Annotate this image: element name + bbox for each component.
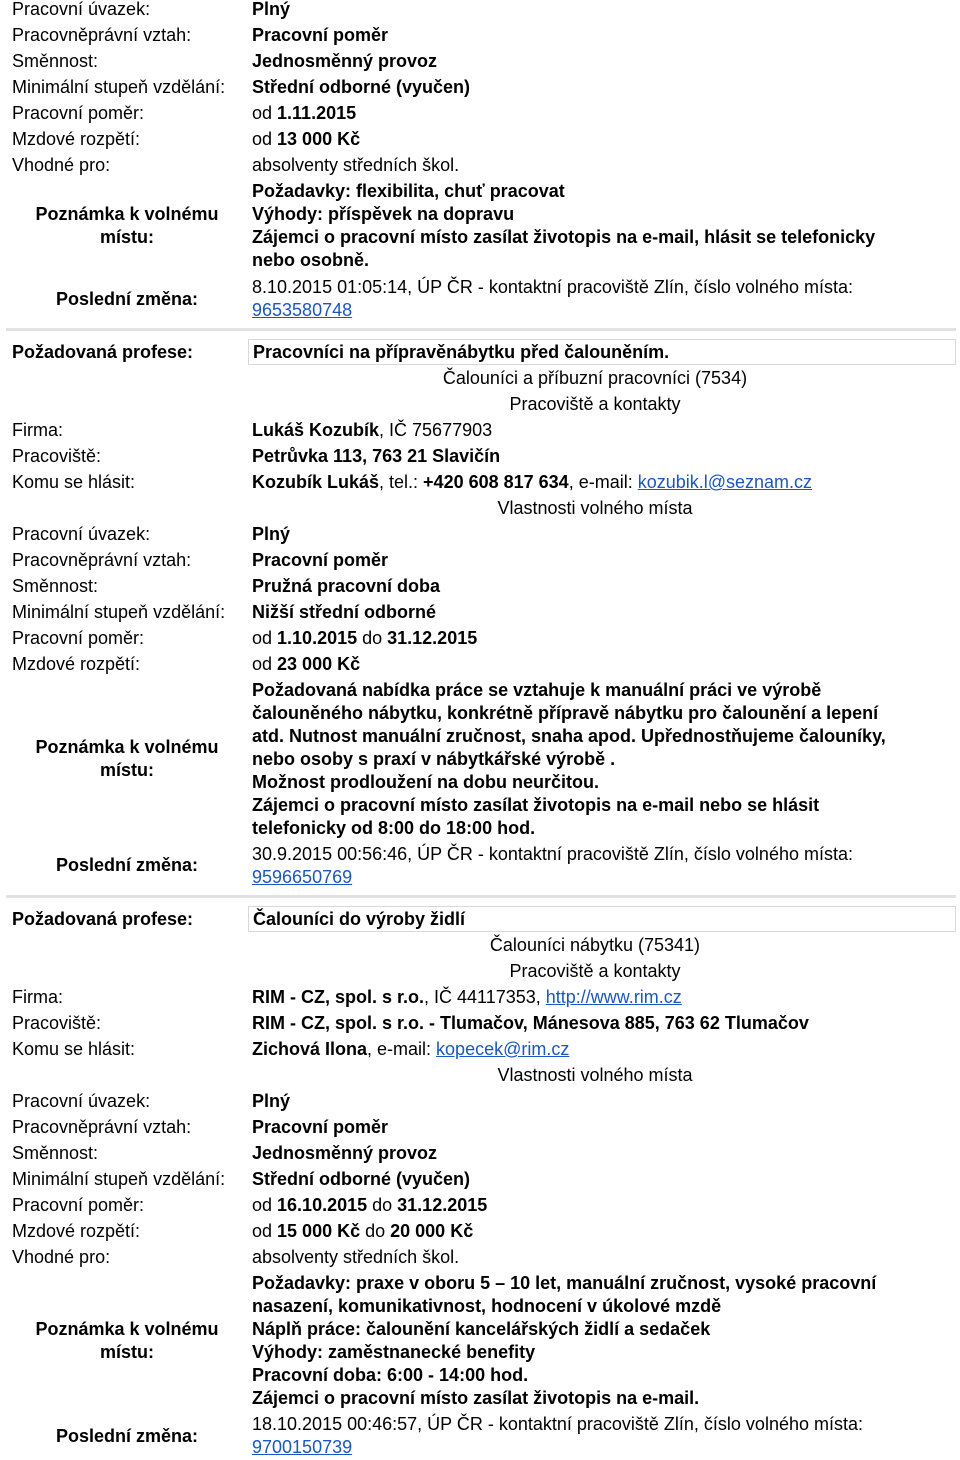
label-poznamka: Poznámka k volnému místu: [35, 204, 219, 247]
section-vlastnosti: Vlastnosti volného místa [497, 1065, 693, 1085]
label-firma: Firma: [12, 420, 63, 440]
row-uvazek [0, 0, 960, 22]
row-pomer [0, 100, 960, 126]
value-pomer: od 1.11.2015 [252, 103, 357, 123]
row-profese [0, 339, 960, 365]
row-uvazek: Pracovní úvazek: Plný [12, 1091, 291, 1111]
value-profese: Pracovníci na přípravěnábytku před čalouněním. [253, 342, 670, 362]
row-pomer: Pracovní poměr: od 16.10.2015 do 31.12.2015 [12, 1195, 488, 1215]
section-pracoviste-kontakty: Pracoviště a kontakty [509, 961, 681, 981]
label-zmena: Poslední změna: [55, 855, 199, 875]
company-url-link[interactable]: http://www.rim.cz [545, 987, 682, 1007]
label-poznamka: Poznámka k volnému místu: [35, 737, 219, 780]
value-komu: Kozubík Lukáš, tel.: +420 608 817 634, e-mail: kozubik.l@seznam.cz [252, 472, 813, 492]
section-vlastnosti: Vlastnosti volného místa [497, 498, 693, 518]
label-smennost: Směnnost: [12, 51, 99, 71]
row-vztah: Pracovněprávní vztah: Pracovní poměr [12, 1117, 389, 1137]
separator [6, 895, 956, 898]
row-vztah [0, 22, 960, 48]
vacancy-id-link[interactable]: 9700150739 [252, 1437, 353, 1457]
row-vhodne: Vhodné pro: absolventy středních škol. [12, 1247, 460, 1267]
email-link[interactable]: kopecek@rim.cz [436, 1039, 570, 1059]
label-vhodne: Vhodné pro: [12, 155, 111, 175]
label-komu: Komu se hlásit: [12, 472, 136, 492]
value-vhodne: absolventy středních škol. [252, 155, 460, 175]
row-komu: Komu se hlásit: Zichová Ilona, e-mail: kopecek@rim.cz [12, 1039, 570, 1059]
value-vzdelani: Střední odborné (vyučen) [252, 77, 471, 97]
value-mzda: od 13 000 Kč [252, 129, 361, 149]
label-vztah: Pracovněprávní vztah: [12, 25, 192, 45]
label-uvazek: Pracovní úvazek: [12, 0, 151, 19]
label-zmena: Poslední změna: [55, 289, 199, 309]
value-smennost: Jednosměnný provoz [252, 51, 438, 71]
posledni-zmena: 18.10.2015 00:46:57, ÚP ČR - kontaktní pracoviště Zlín, číslo volného místa: 9700150739 [252, 1414, 863, 1457]
value-uvazek: Plný [252, 0, 291, 19]
row-profese: Požadovaná profese: Čalouníci do výroby židlí [0, 906, 960, 932]
row-pracoviste [0, 443, 960, 469]
vacancy-id-link[interactable]: 9653580748 [252, 300, 353, 320]
row-vztah: Pracovněprávní vztah: Pracovní poměr [12, 550, 389, 570]
row-mzda: Mzdové rozpětí: od 23 000 Kč [12, 654, 361, 674]
kategorie: Čalouníci nábytku (75341) [489, 935, 701, 955]
value-pracoviste: Petrůvka 113, 763 21 Slavičín [252, 446, 501, 466]
row-firma: Firma: RIM - CZ, spol. s r.o., IČ 44117353, http://www.rim.cz [12, 987, 682, 1007]
value-profese: Čalouníci do výroby židlí [253, 909, 466, 929]
row-vhodne [0, 152, 960, 178]
value-firma: Lukáš Kozubík, IČ 75677903 [252, 420, 493, 440]
note-text: Požadavky: flexibilita, chuť pracovat Výhody: příspěvek na dopravu Zájemci o pracovní místo zasílat životopis na e-mail, hlásit se telefonicky nebo osobně. [252, 181, 876, 270]
section-pracoviste-kontakty: Pracoviště a kontakty [509, 394, 681, 414]
separator [6, 328, 956, 331]
row-mzda: Mzdové rozpětí: od 15 000 Kč do 20 000 Kč [12, 1221, 474, 1241]
label-profese: Požadovaná profese: [12, 342, 194, 362]
label-pracoviste: Pracoviště: [12, 446, 102, 466]
label-zmena: Poslední změna: [55, 1426, 199, 1446]
label-mzda: Mzdové rozpětí: [12, 129, 141, 149]
row-komu [0, 469, 960, 495]
label-pomer: Pracovní poměr: [12, 103, 145, 123]
row-smennost [0, 48, 960, 74]
row-vzdelani [0, 74, 960, 100]
row-pomer: Pracovní poměr: od 1.10.2015 do 31.12.2015 [12, 628, 478, 648]
row-smennost: Směnnost: Jednosměnný provoz [12, 1143, 438, 1163]
row-firma [0, 417, 960, 443]
label-vzdelani: Minimální stupeň vzdělání: [12, 77, 226, 97]
note-text: Požadovaná nabídka práce se vztahuje k manuální práci ve výrobě čalouněného nábytku, konkrétně přípravě nábytku pro čalounění a lepení atd. Nutnost manuální zručnost, snaha apod. Upřednostňujeme čalouníky, nebo osoby s praxí v nábytkářské výrobě . Možnost prodloužení na dobu neurčitou. Zájemci o pracovní místo zasílat životopis na e-mail nebo se hlásit telefonicky od 8:00 do 18:00 hod. [252, 680, 886, 838]
row-vzdelani: Minimální stupeň vzdělání: Střední odborné (vyučen) [12, 1169, 471, 1189]
posledni-zmena: 30.9.2015 00:56:46, ÚP ČR - kontaktní pracoviště Zlín, číslo volného místa: 9596650769 [252, 844, 853, 887]
row-vzdelani: Minimální stupeň vzdělání: Nižší střední odborné [12, 602, 437, 622]
note-text: Požadavky: praxe v oboru 5 – 10 let, manuální zručnost, vysoké pracovní nasazení, komunikativnost, hodnocení v úkolové mzdě Náplň práce: čalounění kancelářských židlí a sedaček Výhody: zaměstnanecké benefity Pracovní doba: 6:00 - 14:00 hod. Zájemci o pracovní místo zasílat životopis na e-mail. [252, 1273, 877, 1408]
kategorie: Čalouníci a příbuzní pracovníci (7534) [442, 368, 748, 388]
vacancy-id-link[interactable]: 9596650769 [252, 867, 353, 887]
email-link[interactable]: kozubik.l@seznam.cz [637, 472, 813, 492]
posledni-zmena: 8.10.2015 01:05:14, ÚP ČR - kontaktní pracoviště Zlín, číslo volného místa: 9653580748 [252, 277, 853, 320]
value-vztah: Pracovní poměr [252, 25, 389, 45]
row-smennost: Směnnost: Pružná pracovní doba [12, 576, 441, 596]
row-pracoviste: Pracoviště: RIM - CZ, spol. s r.o. - Tlumačov, Mánesova 885, 763 62 Tlumačov [12, 1013, 809, 1033]
row-uvazek: Pracovní úvazek: Plný [12, 524, 291, 544]
label-poznamka: Poznámka k volnému místu: [35, 1319, 219, 1362]
row-mzda [0, 126, 960, 152]
